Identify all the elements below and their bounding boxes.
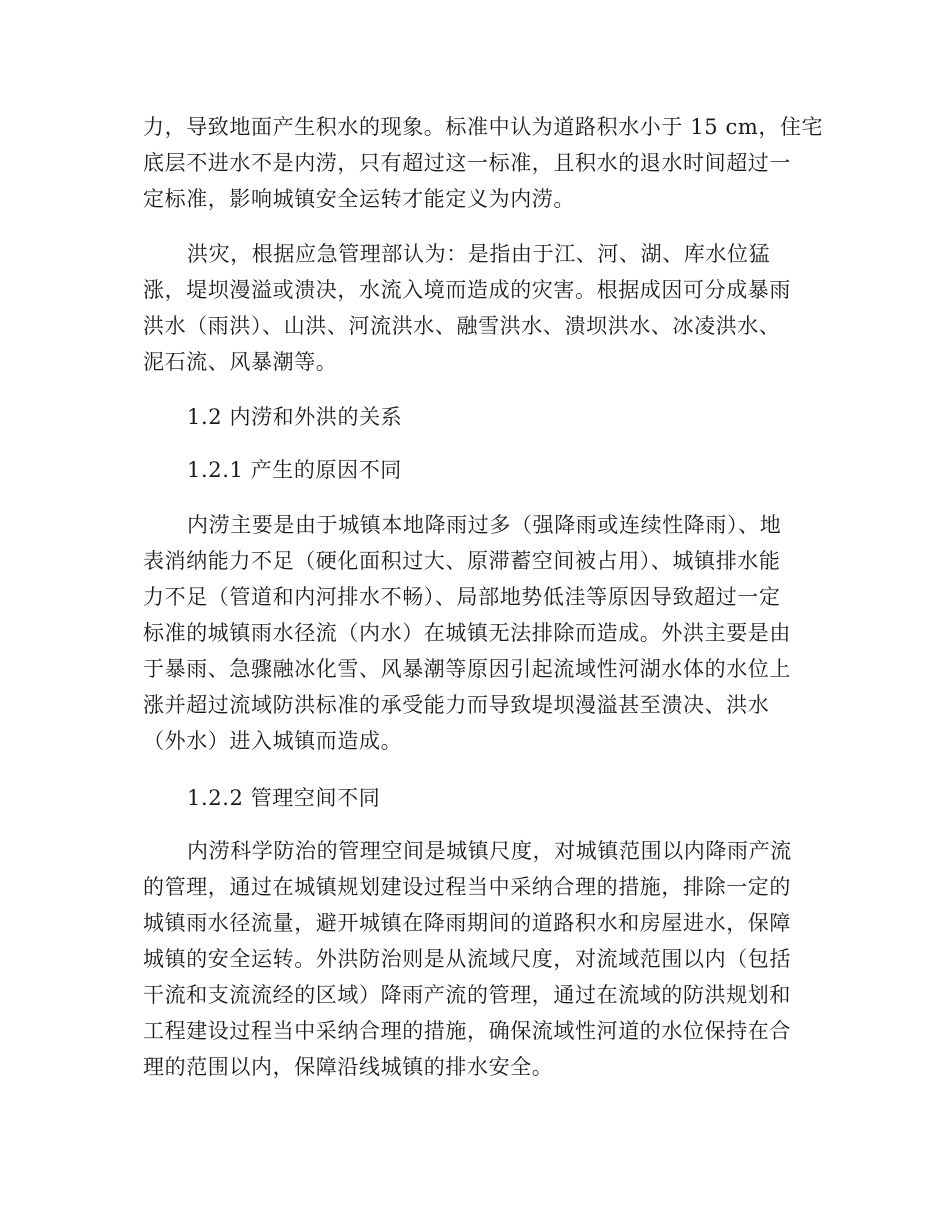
paragraph-3-line-2: 表消纳能力不足（硬化面积过大、原滞蓄空间被占用）、城镇排水能	[143, 549, 781, 573]
paragraph-4-line-3: 城镇雨水径流量，避开城镇在降雨期间的道路积水和房屋进水，保障	[143, 911, 791, 935]
paragraph-4-line-2: 的管理，通过在城镇规划建设过程当中采纳合理的措施，排除一定的	[143, 875, 791, 899]
paragraph-3-line-7: （外水）进入城镇而造成。	[143, 729, 403, 753]
paragraph-4-line-4: 城镇的安全运转。外洪防治则是从流域尺度，对流域范围以内（包括	[143, 947, 791, 971]
paragraph-2-line-4: 泥石流、风暴潮等。	[143, 350, 338, 374]
paragraph-3-line-5: 于暴雨、急骤融冰化雪、风暴潮等原因引起流域性河湖水体的水位上	[143, 657, 791, 681]
paragraph-1-line-2: 底层不进水不是内涝，只有超过这一标准，且积水的退水时间超过一	[143, 151, 791, 175]
paragraph-3-line-4: 标准的城镇雨水径流（内水）在城镇无法排除而造成。外洪主要是由	[143, 621, 791, 645]
paragraph-3-line-1: 内涝主要是由于城镇本地降雨过多（强降雨或连续性降雨）、地	[187, 513, 782, 537]
section-heading-1-2-1: 1.2.1 产生的原因不同	[187, 458, 402, 482]
paragraph-3-line-3: 力不足（管道和内河排水不畅）、局部地势低洼等原因导致超过一定	[143, 585, 781, 609]
paragraph-2-line-2: 涨，堤坝漫溢或溃决，水流入境而造成的灾害。根据成因可分成暴雨	[143, 278, 791, 302]
paragraph-4-line-1: 内涝科学防治的管理空间是城镇尺度，对城镇范围以内降雨产流	[187, 839, 792, 863]
section-heading-1-2-2: 1.2.2 管理空间不同	[187, 786, 381, 810]
paragraph-1-line-1: 力，导致地面产生积水的现象。标准中认为道路积水小于 15 cm，住宅	[143, 115, 824, 139]
paragraph-1-line-3: 定标准，影响城镇安全运转才能定义为内涝。	[143, 187, 575, 211]
paragraph-2-line-3: 洪水（雨洪）、山洪、河流洪水、融雪洪水、溃坝洪水、冰凌洪水、	[143, 314, 781, 338]
paragraph-4-line-5: 干流和支流流经的区域）降雨产流的管理，通过在流域的防洪规划和	[143, 983, 791, 1007]
paragraph-4-line-7: 理的范围以内，保障沿线城镇的排水安全。	[143, 1055, 554, 1079]
paragraph-2-line-1: 洪灾，根据应急管理部认为：是指由于江、河、湖、库水位猛	[187, 242, 771, 266]
paragraph-4-line-6: 工程建设过程当中采纳合理的措施，确保流域性河道的水位保持在合	[143, 1019, 791, 1043]
paragraph-3-line-6: 涨并超过流域防洪标准的承受能力而导致堤坝漫溢甚至溃决、洪水	[143, 693, 770, 717]
section-heading-1-2: 1.2 内涝和外洪的关系	[187, 405, 403, 429]
